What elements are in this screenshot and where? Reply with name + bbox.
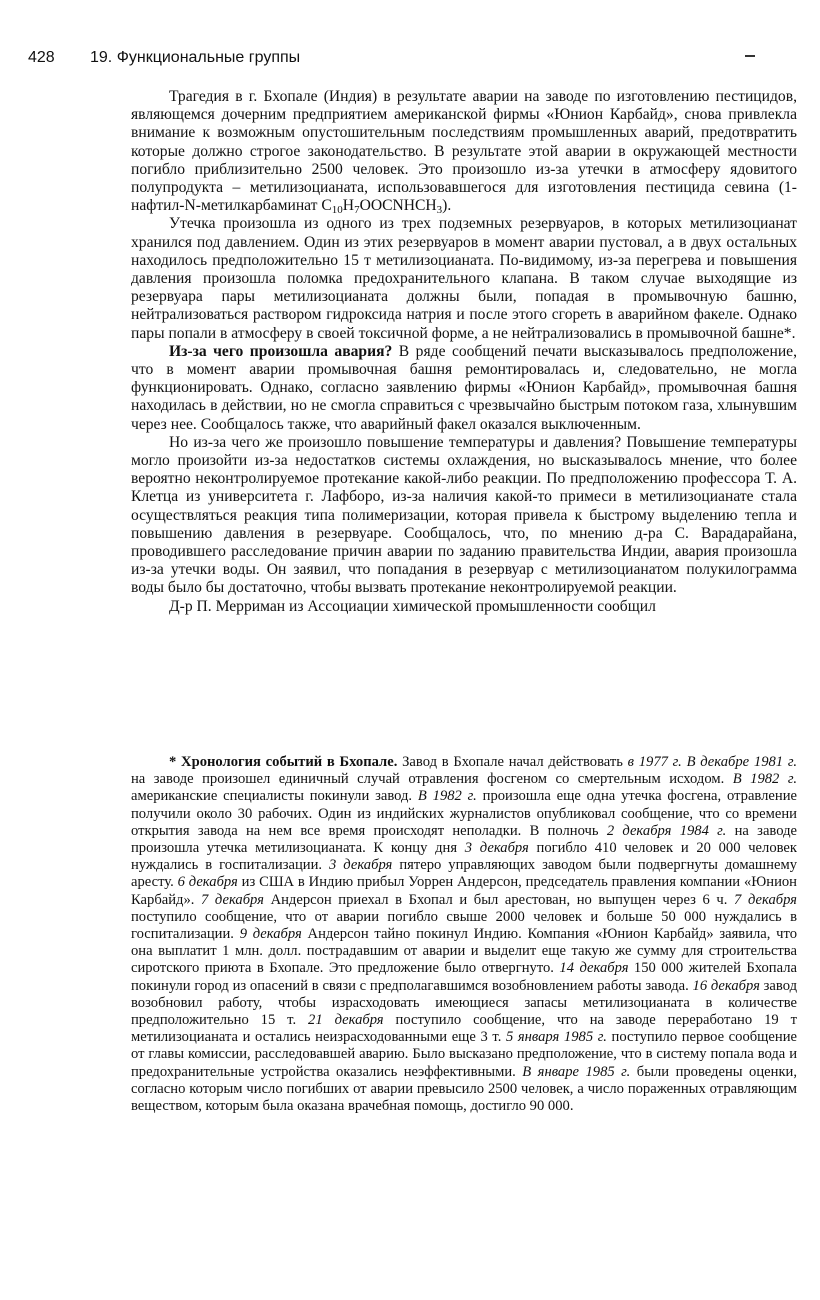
page-number: 428	[28, 49, 55, 66]
footnote-title: * Хронология событий в Бхопале.	[169, 754, 398, 770]
paragraph-4: Но из-за чего же произошло повышение температуры и давления? Повышение температуры могло произойти из-за недостатков системы охлаждения, но высказывалось мнение, что более вероятно неконтролируемое протекание какой-либо реакции. По предположению профессора Т. А. Клетца из университета г. Лафборо, из-за наличия какой-то примеси в метилизоцианате стала осуществляться реакция типа полимеризации, которая привела к быстрому выделению тепла и повышению давления в резервуаре. Сообщалось, что, по мнению д-ра С. Варадарайана, проводившего расследование причин аварии по заданию правительства Индии, авария произошла из-за утечки воды. Он заявил, что попадания в резервуар с метилизоцианатом полукилограмма воды было бы достаточно, чтобы вызвать протекание неконтролируемой реакции.	[131, 433, 797, 597]
footnote-text: * Хронология событий в Бхопале. Завод в Бхопале начал действовать в 1977 г. В декабре 1981 г. на заводе произошел единичный случай отравления фосгеном со смертельным исходом. В 1982 г. американские специалисты покинули завод. В 1982 г. произошла еще одна утечка фосгена, отравление получили около 30 рабочих. Один из индийских журналистов опубликовал сообщение, что со времени открытия завода на нем все время происходят неполадки. В полночь 2 декабря 1984 г. на заводе произошла утечка метилизоцианата. К концу дня 3 декабря погибло 410 человек и 20 000 человек нуждались в госпитализации. 3 декабря пятеро управляющих заводом были подвергнуты домашнему аресту. 6 декабря из США в Индию прибыл Уоррен Андерсон, председатель правления компании «Юнион Карбайд». 7 декабря Андерсон приехал в Бхопал и был арестован, но выпущен через 6 ч. 7 декабря поступило сообщение, что от аварии погибло свыше 2000 человек и больше 50 000 нуждались в госпитализации. 9 декабря Андерсон тайно покинул Индию. Компания «Юнион Карбайд» заявила, что она выплатит 1 млн. долл. пострадавшим от аварии и выделит еще такую же сумму для строительства сиротского приюта в Бхопале. Это предложение было отвергнуто. 14 декабря 150 000 жителей Бхопала покинули город из опасений в связи с предполагавшимся возобновлением работы завода. 16 декабря завод возобновил работу, чтобы израсходовать имеющиеся запасы метилизоцианата в количестве предположительно 15 т. 21 декабря поступило сообщение, что на заводе переработано 19 т метилизоцианата и остались неизрасходованными еще 3 т. 5 января 1985 г. поступило первое сообщение от главы комиссии, расследовавшей аварию. Было высказано предположение, что в систему попала вода и предохранительные устройства оказались неэффективными. В январе 1985 г. были проведены оценки, согласно которым число погибших от аварии превысило 2500 человек, а число пораженных отравляющим веществом, которым была оказана врачебная помощь, достигло 90 000.	[131, 754, 797, 1115]
run-in-heading: Из-за чего произошла авария?	[169, 342, 393, 360]
paragraph-1: Трагедия в г. Бхопале (Индия) в результате аварии на заводе по изготовлению пестицидов, являющемся дочерним предприятием американской фирмы «Юнион Карбайд», снова привлекла внимание к возможным опустошительным последствиям промышленных аварий, предотвратить которые должно строгое законодательство. В результате этой аварии в окружающей местности погибло приблизительно 2500 человек. Это произошло из-за утечки в атмосферу ядовитого полупродукта – метилизоцианата, использовавшегося для изготовления пестицида севина (1-нафтил-N-метилкарбаминат $C_{10}H_7OOCNHCH_3$).	[131, 88, 797, 217]
main-text	[131, 88, 797, 616]
footnote	[131, 754, 797, 1115]
running-header	[28, 48, 798, 68]
paragraph-3: Из-за чего произошла авария? В ряде сообщений печати высказывалось предположение, что в момент аварии промывочная башня ремонтировалась и, следовательно, не могла функционировать. Однако, согласно заявлению фирмы «Юнион Карбайд», промывочная башня находилась в действии, но не смогла справиться с чрезвычайно быстрым потоком газа, хлынувшим через нее. Сообщалось также, что аварийный факел оказался выключенным.	[131, 342, 797, 433]
header-mark	[745, 55, 755, 57]
running-title: 19. Функциональные группы	[90, 49, 301, 66]
paragraph-5: Д-р П. Мерриман из Ассоциации химической промышленности сообщил	[169, 597, 656, 615]
paragraph-2: Утечка произошла из одного из трех подземных резервуаров, в которых метилизоцианат хранился под давлением. Один из этих резервуаров в момент аварии пустовал, а в двух остальных находилось предположительно 15 т метилизоцианата. По-видимому, из-за перегрева и повышения давления произошла поломка предохранительного клапана. В таком случае выходящие из резервуара пары метилизоцианата должны были, попадая в промывочную башню, нейтрализоваться раствором гидроксида натрия и после этого сгореть в аварийном факеле. Однако пары попали в атмосферу в своей токсичной форме, а не нейтрализовались в промывочной башне*.	[131, 215, 797, 342]
